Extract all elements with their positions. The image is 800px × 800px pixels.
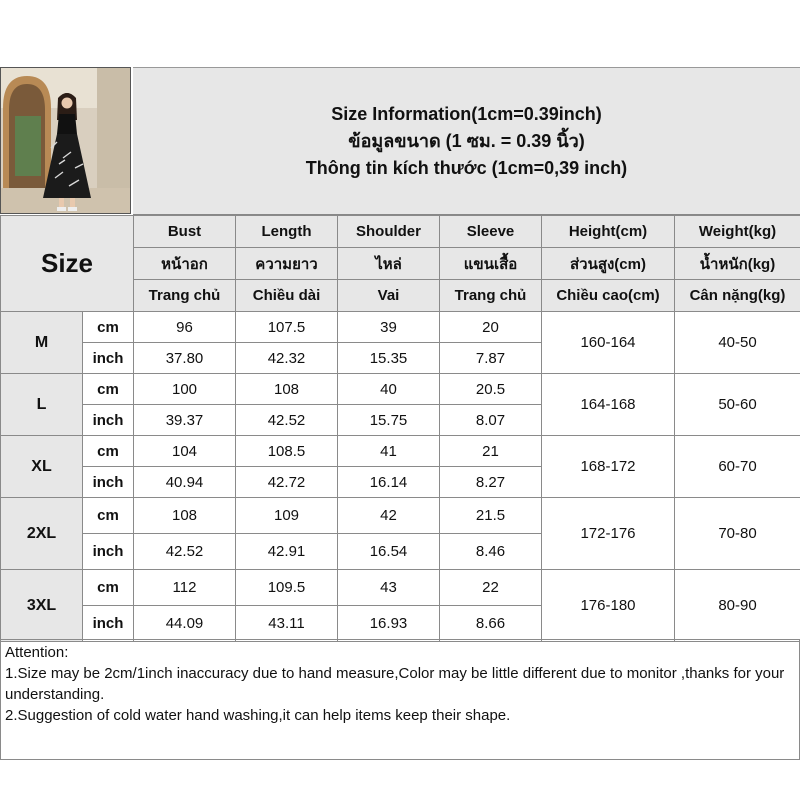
table-row bbox=[1, 312, 800, 343]
col-header: ไหล่ bbox=[338, 248, 440, 280]
table-cell: 42.32 bbox=[236, 343, 338, 374]
model-dress-image bbox=[1, 68, 130, 213]
table-cell: 112 bbox=[134, 570, 236, 606]
attention-title: Attention: bbox=[5, 644, 69, 661]
size-label: 2XL bbox=[1, 498, 83, 570]
table-cell: 96 bbox=[134, 312, 236, 343]
col-header: น้ำหนัก(kg) bbox=[675, 248, 800, 280]
table-cell: 107.5 bbox=[236, 312, 338, 343]
table-cell: 15.75 bbox=[338, 405, 440, 436]
table-row bbox=[1, 436, 800, 467]
table-cell: 16.93 bbox=[338, 606, 440, 642]
table-cell: 37.80 bbox=[134, 343, 236, 374]
header-title-th: ข้อมูลขนาด (1 ซม. = 0.39 นิ้ว) bbox=[348, 130, 585, 151]
table-cell: 43.11 bbox=[236, 606, 338, 642]
table-cell: 43 bbox=[338, 570, 440, 606]
unit-label: cm bbox=[83, 312, 134, 343]
height-cell: 164-168 bbox=[542, 374, 675, 436]
unit-label: cm bbox=[83, 374, 134, 405]
height-cell: 172-176 bbox=[542, 498, 675, 570]
size-label: L bbox=[1, 374, 83, 436]
table-cell: 40.94 bbox=[134, 467, 236, 498]
size-label: XL bbox=[1, 436, 83, 498]
table-cell: 41 bbox=[338, 436, 440, 467]
size-info-header bbox=[133, 67, 800, 215]
table-cell: 16.54 bbox=[338, 534, 440, 570]
table-cell: 42.52 bbox=[134, 534, 236, 570]
col-header: Bust bbox=[134, 216, 236, 248]
table-cell: 42.52 bbox=[236, 405, 338, 436]
col-header: Shoulder bbox=[338, 216, 440, 248]
unit-label: inch bbox=[83, 606, 134, 642]
unit-label: inch bbox=[83, 534, 134, 570]
attention-note-1: 1.Size may be 2cm/1inch inaccuracy due to hand measure,Color may be little different due to monitor ,thanks for your understanding. bbox=[5, 665, 785, 703]
product-photo bbox=[0, 67, 131, 214]
table-cell: 8.07 bbox=[440, 405, 542, 436]
table-cell: 39 bbox=[338, 312, 440, 343]
table-cell: 100 bbox=[134, 374, 236, 405]
size-label: M bbox=[1, 312, 83, 374]
table-cell: 8.46 bbox=[440, 534, 542, 570]
height-cell: 160-164 bbox=[542, 312, 675, 374]
attention-box bbox=[0, 639, 800, 760]
col-header: หน้าอก bbox=[134, 248, 236, 280]
unit-label: cm bbox=[83, 436, 134, 467]
unit-label: cm bbox=[83, 498, 134, 534]
weight-cell: 60-70 bbox=[675, 436, 800, 498]
table-cell: 21 bbox=[440, 436, 542, 467]
weight-cell: 80-90 bbox=[675, 570, 800, 642]
unit-label: inch bbox=[83, 343, 134, 374]
table-cell: 108 bbox=[236, 374, 338, 405]
table-cell: 21.5 bbox=[440, 498, 542, 534]
size-column-label: Size bbox=[1, 216, 134, 312]
table-row bbox=[1, 374, 800, 405]
col-header: Chiều cao(cm) bbox=[542, 280, 675, 312]
unit-label: cm bbox=[83, 570, 134, 606]
table-cell: 15.35 bbox=[338, 343, 440, 374]
col-header: Weight(kg) bbox=[675, 216, 800, 248]
table-cell: 42.91 bbox=[236, 534, 338, 570]
unit-label: inch bbox=[83, 467, 134, 498]
col-header: ความยาว bbox=[236, 248, 338, 280]
table-cell: 8.27 bbox=[440, 467, 542, 498]
col-header: Vai bbox=[338, 280, 440, 312]
table-cell: 20 bbox=[440, 312, 542, 343]
weight-cell: 40-50 bbox=[675, 312, 800, 374]
table-cell: 16.14 bbox=[338, 467, 440, 498]
table-cell: 7.87 bbox=[440, 343, 542, 374]
table-row bbox=[1, 498, 800, 534]
size-label: 3XL bbox=[1, 570, 83, 642]
table-cell: 108.5 bbox=[236, 436, 338, 467]
table-cell: 40 bbox=[338, 374, 440, 405]
col-header: Sleeve bbox=[440, 216, 542, 248]
weight-cell: 70-80 bbox=[675, 498, 800, 570]
table-cell: 109.5 bbox=[236, 570, 338, 606]
table-cell: 104 bbox=[134, 436, 236, 467]
col-header: Trang chủ bbox=[134, 280, 236, 312]
height-cell: 176-180 bbox=[542, 570, 675, 642]
unit-label: inch bbox=[83, 405, 134, 436]
table-cell: 44.09 bbox=[134, 606, 236, 642]
col-header: ส่วนสูง(cm) bbox=[542, 248, 675, 280]
height-cell: 168-172 bbox=[542, 436, 675, 498]
table-cell: 42 bbox=[338, 498, 440, 534]
attention-note-2: 2.Suggestion of cold water hand washing,it can help items keep their shape. bbox=[5, 707, 511, 724]
col-header: Height(cm) bbox=[542, 216, 675, 248]
header-row-en bbox=[1, 216, 800, 248]
col-header: Cân nặng(kg) bbox=[675, 280, 800, 312]
table-row bbox=[1, 570, 800, 606]
col-header: Chiều dài bbox=[236, 280, 338, 312]
table-cell: 8.66 bbox=[440, 606, 542, 642]
col-header: แขนเสื้อ bbox=[440, 248, 542, 280]
table-cell: 109 bbox=[236, 498, 338, 534]
weight-cell: 50-60 bbox=[675, 374, 800, 436]
table-cell: 22 bbox=[440, 570, 542, 606]
table-cell: 20.5 bbox=[440, 374, 542, 405]
header-title-en: Size Information(1cm=0.39inch) bbox=[331, 103, 602, 124]
col-header: Trang chủ bbox=[440, 280, 542, 312]
size-table bbox=[0, 215, 800, 642]
table-cell: 108 bbox=[134, 498, 236, 534]
table-cell: 42.72 bbox=[236, 467, 338, 498]
header-title-vi: Thông tin kích thước (1cm=0,39 inch) bbox=[305, 157, 628, 178]
col-header: Length bbox=[236, 216, 338, 248]
table-cell: 39.37 bbox=[134, 405, 236, 436]
